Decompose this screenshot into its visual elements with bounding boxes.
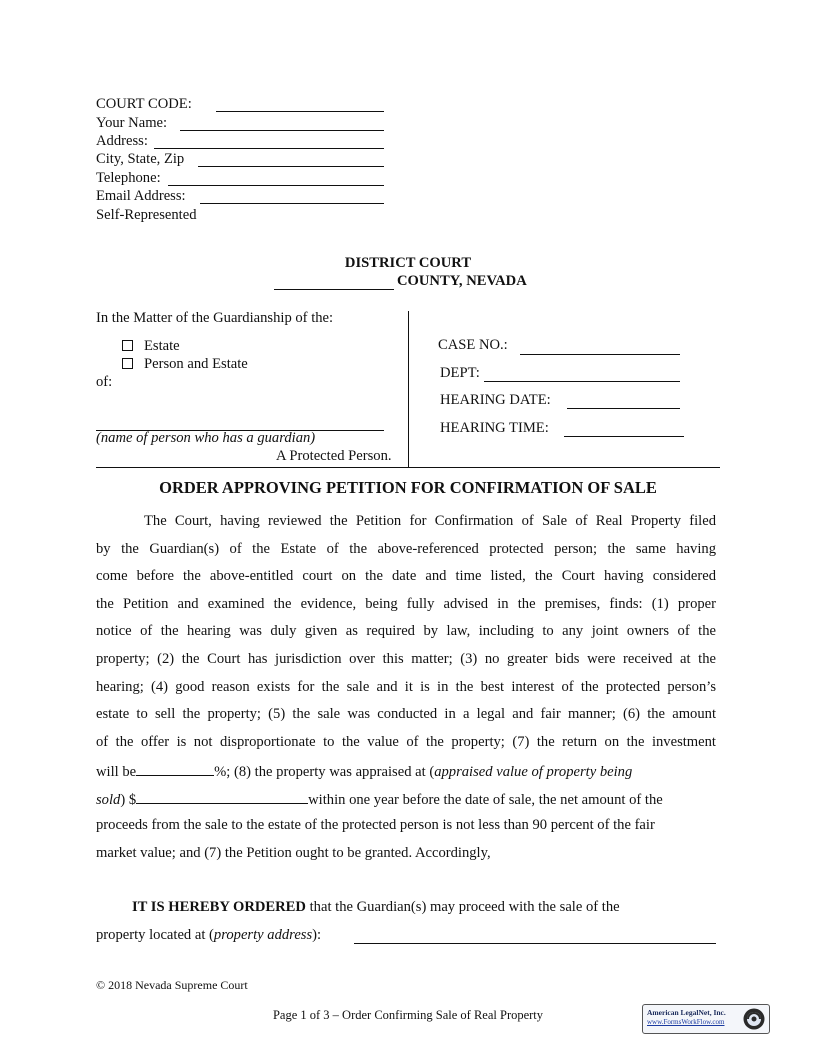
city-state-zip-label: City, State, Zip bbox=[96, 151, 185, 167]
will-be-text: will be bbox=[96, 764, 137, 780]
paragraph-line: come before the above-entitled court on the date and time listed, the Court having considered bbox=[96, 568, 716, 585]
appraised-value-field[interactable] bbox=[136, 790, 308, 804]
of-label: of: bbox=[96, 374, 113, 390]
dept-field[interactable] bbox=[484, 381, 680, 382]
paragraph-line: notice of the hearing was duly given as required by law, including to any joint owners of the bbox=[96, 623, 716, 640]
logo-url[interactable]: www.FormsWorkFlow.com bbox=[647, 1018, 725, 1026]
property-text: property located at ( bbox=[96, 927, 214, 943]
proceeds-line: proceeds from the sale to the estate of the protected person is not less than 90 percent of the fair bbox=[96, 817, 655, 833]
legalnet-logo[interactable] bbox=[642, 1004, 770, 1034]
hearing-date-field[interactable] bbox=[567, 408, 680, 409]
paragraph-line: the Petition and examined the evidence, being fully advised in the premises, finds: (1) proper bbox=[96, 595, 716, 612]
hearing-date-label: HEARING DATE: bbox=[440, 392, 551, 408]
email-field[interactable] bbox=[200, 203, 384, 204]
property-hint: property address bbox=[213, 927, 313, 943]
city-state-zip-field[interactable] bbox=[198, 166, 384, 167]
person-estate-option-label: Person and Estate bbox=[144, 356, 248, 372]
document-title: ORDER APPROVING PETITION FOR CONFIRMATION OF SALE bbox=[159, 478, 657, 497]
paragraph-line: of the offer is not disproportionate to the value of the property; (7) the return on the investment bbox=[96, 733, 716, 750]
court-code-label: COURT CODE: bbox=[96, 96, 192, 112]
logo-company: American LegalNet, Inc. bbox=[647, 1008, 726, 1017]
ordered-text: that the Guardian(s) may proceed with the sale of the bbox=[305, 899, 620, 915]
telephone-label: Telephone: bbox=[96, 170, 161, 186]
address-row bbox=[96, 132, 148, 150]
market-value-line: market value; and (7) the Petition ought to be granted. Accordingly, bbox=[96, 845, 491, 861]
court-code-row bbox=[96, 95, 192, 113]
estate-option[interactable] bbox=[122, 337, 180, 355]
paragraph-line: The Court, having reviewed the Petition for Confirmation of Sale of Real Property filed bbox=[144, 513, 716, 529]
sold-hint: sold bbox=[96, 792, 121, 808]
court-code-field[interactable] bbox=[216, 111, 384, 112]
paragraph-line: estate to sell the property; (5) the sale was conducted in a legal and fair manner; (6) the amount bbox=[96, 706, 716, 723]
county-name-field[interactable] bbox=[274, 289, 394, 290]
paragraph-line: by the Guardian(s) of the Estate of the above-referenced protected person; the same having bbox=[96, 540, 716, 557]
address-label: Address: bbox=[96, 133, 148, 149]
appraised-hint: appraised value of property being bbox=[434, 764, 633, 780]
caption-divider-horizontal bbox=[96, 467, 720, 468]
self-represented-row bbox=[96, 206, 197, 224]
case-no-field[interactable] bbox=[520, 354, 680, 355]
self-represented-label: Self-Represented bbox=[96, 207, 197, 223]
property-line bbox=[96, 927, 321, 944]
ordered-heading: IT IS HEREBY ORDERED bbox=[132, 899, 306, 915]
ordered-line bbox=[132, 899, 620, 916]
name-hint: (name of person who has a guardian) bbox=[96, 430, 316, 446]
appraised-value-line bbox=[96, 790, 663, 809]
copyright-notice: © 2018 Nevada Supreme Court bbox=[96, 978, 248, 992]
return-rate-field[interactable] bbox=[136, 762, 214, 776]
caption-divider-vertical bbox=[408, 311, 409, 467]
matter-text: In the Matter of the Guardianship of the: bbox=[96, 310, 334, 326]
logo-globe-icon bbox=[742, 1007, 766, 1031]
person-estate-checkbox[interactable] bbox=[122, 358, 133, 369]
property-address-field[interactable] bbox=[354, 943, 716, 944]
email-label: Email Address: bbox=[96, 188, 186, 204]
estate-option-label: Estate bbox=[144, 338, 180, 354]
page-footer: Page 1 of 3 – Order Confirming Sale of Real Property bbox=[272, 1008, 544, 1022]
protected-person-label: A Protected Person. bbox=[276, 448, 392, 464]
address-field[interactable] bbox=[154, 148, 384, 149]
your-name-row bbox=[96, 114, 167, 132]
estate-checkbox[interactable] bbox=[122, 340, 133, 351]
property-colon: ): bbox=[312, 927, 322, 943]
city-row bbox=[96, 150, 184, 168]
your-name-label: Your Name: bbox=[96, 115, 168, 131]
paragraph-line: hearing; (4) good reason exists for the sale and it is in the best interest of the protected person’s bbox=[96, 678, 716, 695]
hearing-time-label: HEARING TIME: bbox=[440, 420, 549, 436]
hearing-time-field[interactable] bbox=[564, 436, 684, 437]
county-label: COUNTY, NEVADA bbox=[397, 273, 527, 289]
court-title: DISTRICT COURT bbox=[344, 255, 472, 271]
dollar-text: ) $ bbox=[120, 792, 137, 808]
person-estate-option[interactable] bbox=[122, 355, 248, 373]
telephone-field[interactable] bbox=[168, 185, 384, 186]
dept-label: DEPT: bbox=[440, 365, 480, 381]
case-no-label: CASE NO.: bbox=[438, 337, 508, 353]
paragraph-line: property; (2) the Court has jurisdiction over this matter; (3) no greater bids were received at the bbox=[96, 650, 716, 667]
telephone-row bbox=[96, 169, 161, 187]
return-rate-line bbox=[96, 762, 716, 781]
appraised-text: %; (8) the property was appraised at ( bbox=[214, 764, 435, 780]
findings-paragraph bbox=[96, 508, 716, 756]
within-year-text: within one year before the date of sale, the net amount of the bbox=[308, 792, 663, 808]
email-row bbox=[96, 187, 186, 205]
your-name-field[interactable] bbox=[180, 130, 384, 131]
